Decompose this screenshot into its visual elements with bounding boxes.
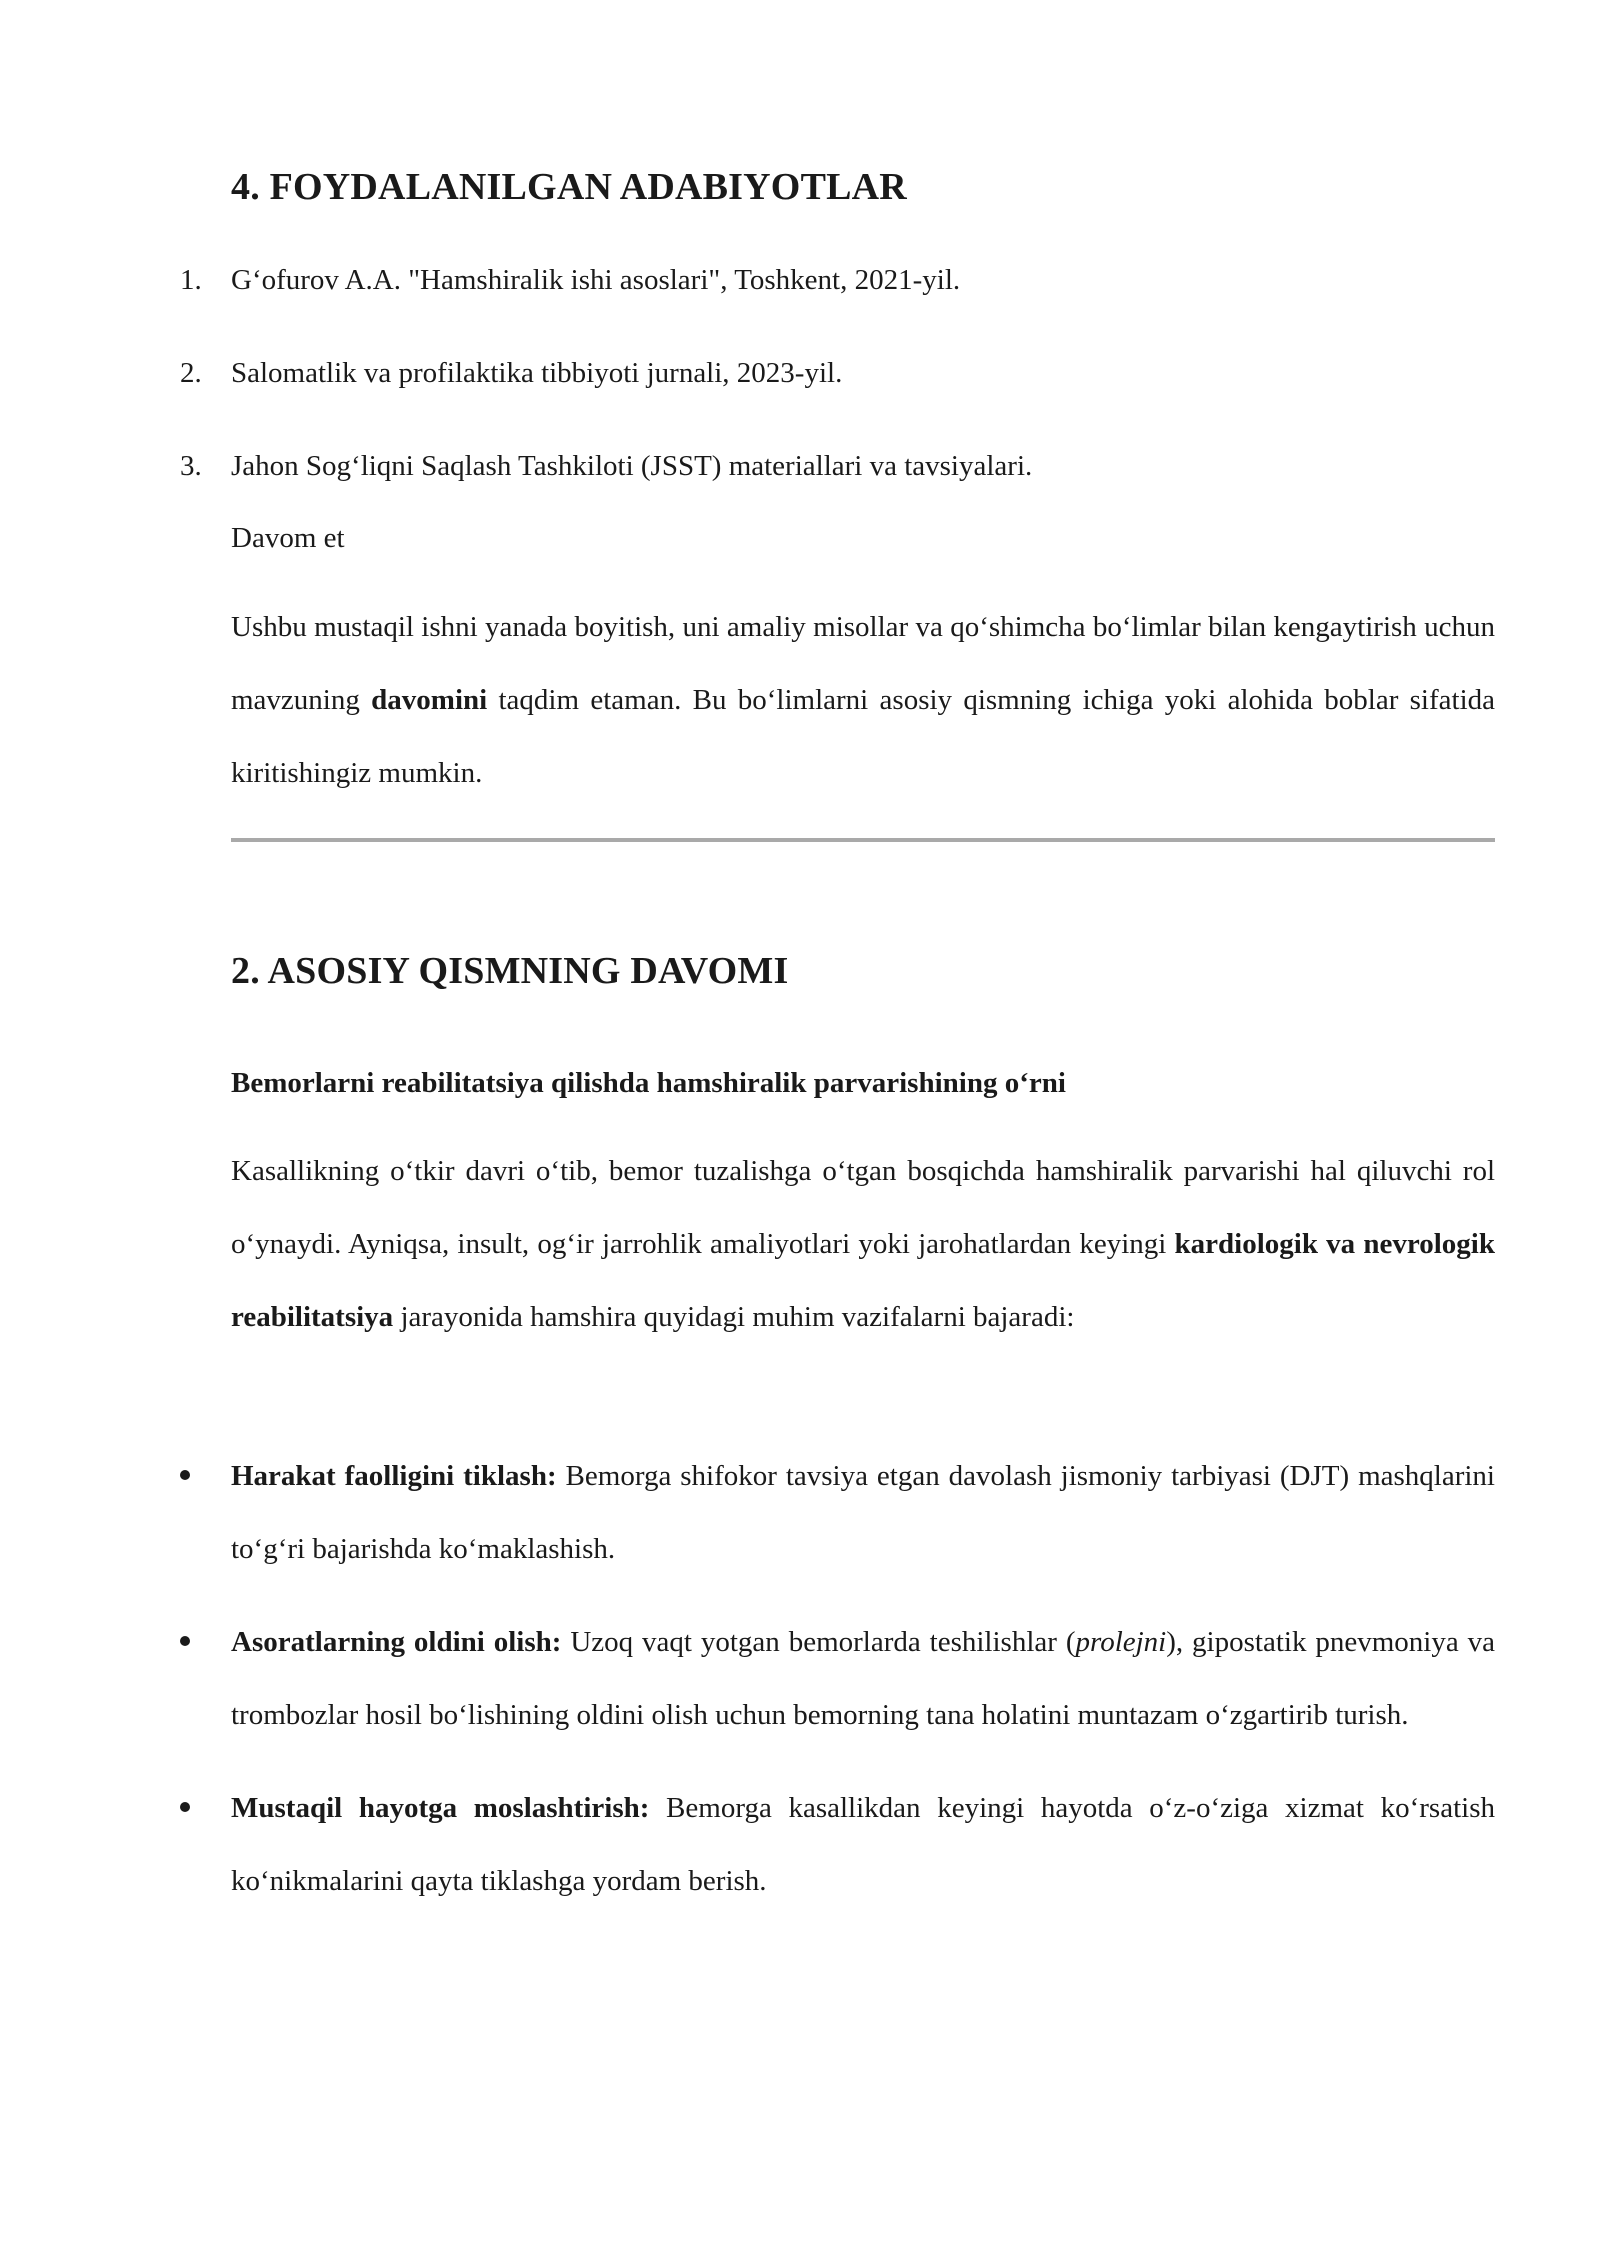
bullet-body: Uzoq vaqt yotgan bemorlarda teshilishlar (: [561, 1626, 1076, 1658]
bullet-italic-term: prolejni: [1075, 1626, 1167, 1658]
references-heading: 4. FOYDALANILGAN ADABIYOTLAR: [231, 166, 907, 208]
bullet-dot-icon: [180, 1636, 190, 1646]
bullet-text: [231, 1440, 1495, 1586]
intro-paragraph: [231, 591, 1495, 810]
main-subheading: Bemorlarni reabilitatsiya qilishda hamshiralik parvarishining o‘rni: [231, 1067, 1066, 1099]
main-section: [231, 952, 1495, 990]
reference-number: 3.: [180, 450, 202, 482]
intro-text: Ushbu mustaqil ishni yanada boyitish, uni amaliy misollar va qo‘shimcha bo‘limlar bilan kengaytirish uchun mavzuning: [231, 611, 1495, 716]
references-section: [231, 168, 1495, 206]
subheading-block: [231, 1061, 1495, 1105]
bullet-body: Bemorga shifokor tavsiya etgan davolash jismoniy tarbiyasi (DJT) mashqlarini to‘g‘ri bajarishda ko‘maklashish.: [231, 1460, 1495, 1565]
main-paragraph-block: [231, 1135, 1495, 1354]
bullet-item: [0, 1606, 1600, 1752]
bullet-dot-icon: [180, 1802, 190, 1812]
reference-text: Jahon Sog‘liqni Saqlash Tashkiloti (JSST) materiallari va tavsiyalari.: [231, 450, 1033, 482]
reference-number: 2.: [180, 357, 202, 389]
reference-text: Salomatlik va profilaktika tibbiyoti jurnali, 2023-yil.: [231, 357, 843, 389]
bullet-item: [0, 1440, 1600, 1586]
bullet-body: Bemorga kasallikdan keyingi hayotda o‘z-o‘ziga xizmat ko‘rsatish ko‘nikmalarini qayta tiklashga yordam berish.: [231, 1792, 1495, 1897]
continue-label: Davom et: [231, 522, 345, 554]
reference-item: [0, 444, 1600, 488]
bullet-list: [0, 1440, 1600, 1938]
bullet-title: Asoratlarning oldini olish:: [231, 1626, 562, 1658]
reference-number: 1.: [180, 264, 202, 296]
bullet-item: [0, 1772, 1600, 1918]
horizontal-divider: [231, 838, 1495, 842]
bullet-dot-icon: [180, 1470, 190, 1480]
bullet-title: Harakat faolligini tiklash:: [231, 1460, 557, 1492]
reference-text: G‘ofurov A.A. "Hamshiralik ishi asoslari", Toshkent, 2021-yil.: [231, 264, 961, 296]
intro-bold-text: davomini: [371, 684, 488, 716]
reference-item: [0, 258, 1600, 302]
reference-item: [0, 351, 1600, 395]
references-list: [0, 258, 1600, 537]
bullet-text: [231, 1606, 1495, 1752]
bullet-body-end: ), gipostatik pnevmoniya va trombozlar hosil bo‘lishining oldini olish uchun bemorning tana holatini muntazam o‘zgartirib turish.: [231, 1626, 1495, 1731]
main-paragraph: [231, 1135, 1495, 1354]
intro-text-end: taqdim etaman. Bu bo‘limlarni asosiy qismning ichiga yoki alohida boblar sifatida kiritishingiz mumkin.: [231, 684, 1496, 789]
bullet-text: [231, 1772, 1495, 1918]
main-paragraph-text-end: jarayonida hamshira quyidagi muhim vazifalarni bajaradi:: [393, 1301, 1075, 1333]
intro-block: [231, 591, 1495, 810]
main-heading: 2. ASOSIY QISMNING DAVOMI: [231, 950, 789, 992]
bullet-title: Mustaqil hayotga moslashtirish:: [231, 1792, 650, 1824]
main-paragraph-bold: kardiologik va nevrologik reabilitatsiya: [231, 1228, 1495, 1333]
main-paragraph-text: Kasallikning o‘tkir davri o‘tib, bemor tuzalishga o‘tgan bosqichda hamshiralik parvarishi hal qiluvchi rol o‘ynaydi. Ayniqsa, insult, og‘ir jarrohlik amaliyotlari yoki jarohatlardan keyingi: [231, 1155, 1495, 1260]
